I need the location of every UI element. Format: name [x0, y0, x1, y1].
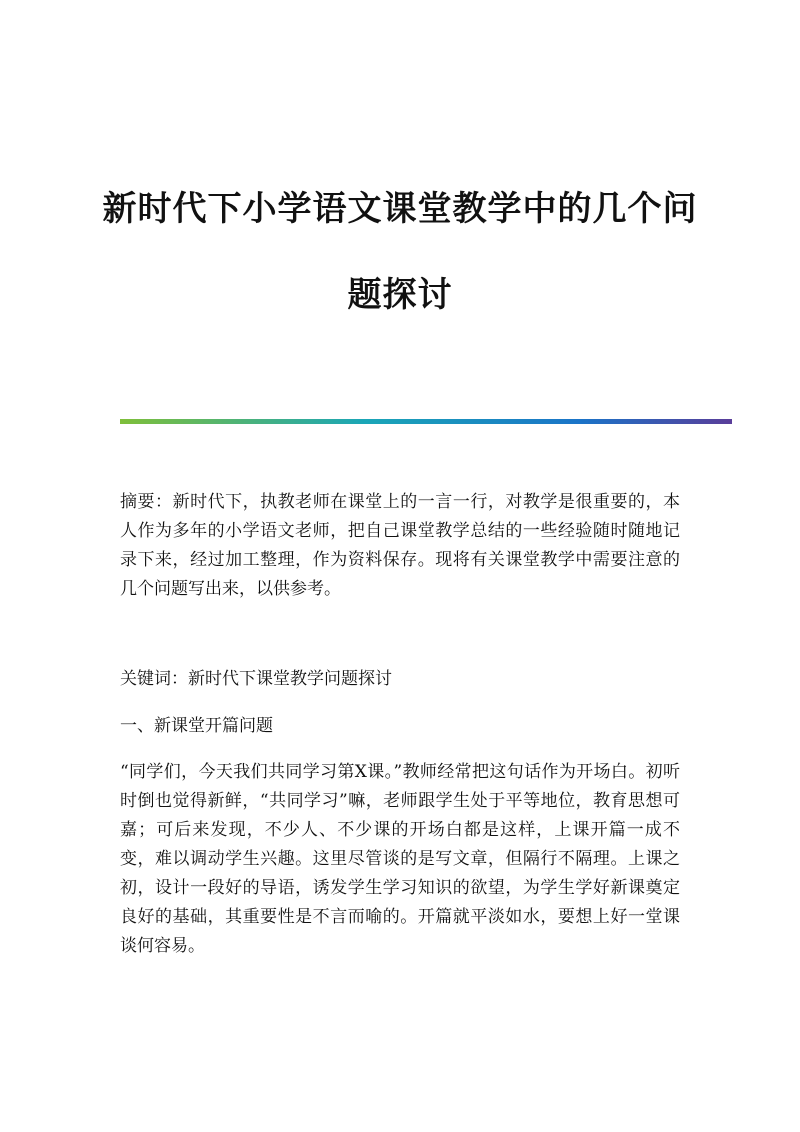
- abstract-text: 新时代下，执教老师在课堂上的一言一行，对教学是很重要的，本人作为多年的小学语文老师，把自己课堂教学总结的一些经验随时随地记录下来，经过加工整理，作为资料保存。现将有关课堂教学中需要注意的几个问题写出来，以供参考。: [120, 492, 681, 599]
- section-heading: 一、新课堂开篇问题: [120, 716, 273, 736]
- keywords-paragraph: [120, 665, 680, 694]
- document-title-line-1: 新时代下小学语文课堂教学中的几个问: [102, 189, 698, 229]
- keywords-label: 关键词：: [120, 669, 188, 689]
- gradient-divider: [120, 419, 732, 424]
- abstract-label: 摘要：: [120, 492, 173, 512]
- keywords-text: 新时代下课堂教学问题探讨: [188, 669, 392, 689]
- document-title-line-2: 题探讨: [347, 275, 453, 315]
- abstract-paragraph: [120, 488, 680, 604]
- body-paragraph: “同学们，今天我们共同学习第X课。”教师经常把这句话作为开场白。初听时倒也觉得新鲜，“共同学习”嘛，老师跟学生处于平等地位，教育思想可嘉；可后来发现，不少人、不少课的开场白都是这样，上课开篇一成不变，难以调动学生兴趣。这里尽管谈的是写文章，但隔行不隔理。上课之初，设计一段好的导语，诱发学生学习知识的欲望，为学生学好新课奠定良好的基础，其重要性是不言而喻的。开篇就平淡如水，要想上好一堂课谈何容易。: [120, 762, 680, 956]
